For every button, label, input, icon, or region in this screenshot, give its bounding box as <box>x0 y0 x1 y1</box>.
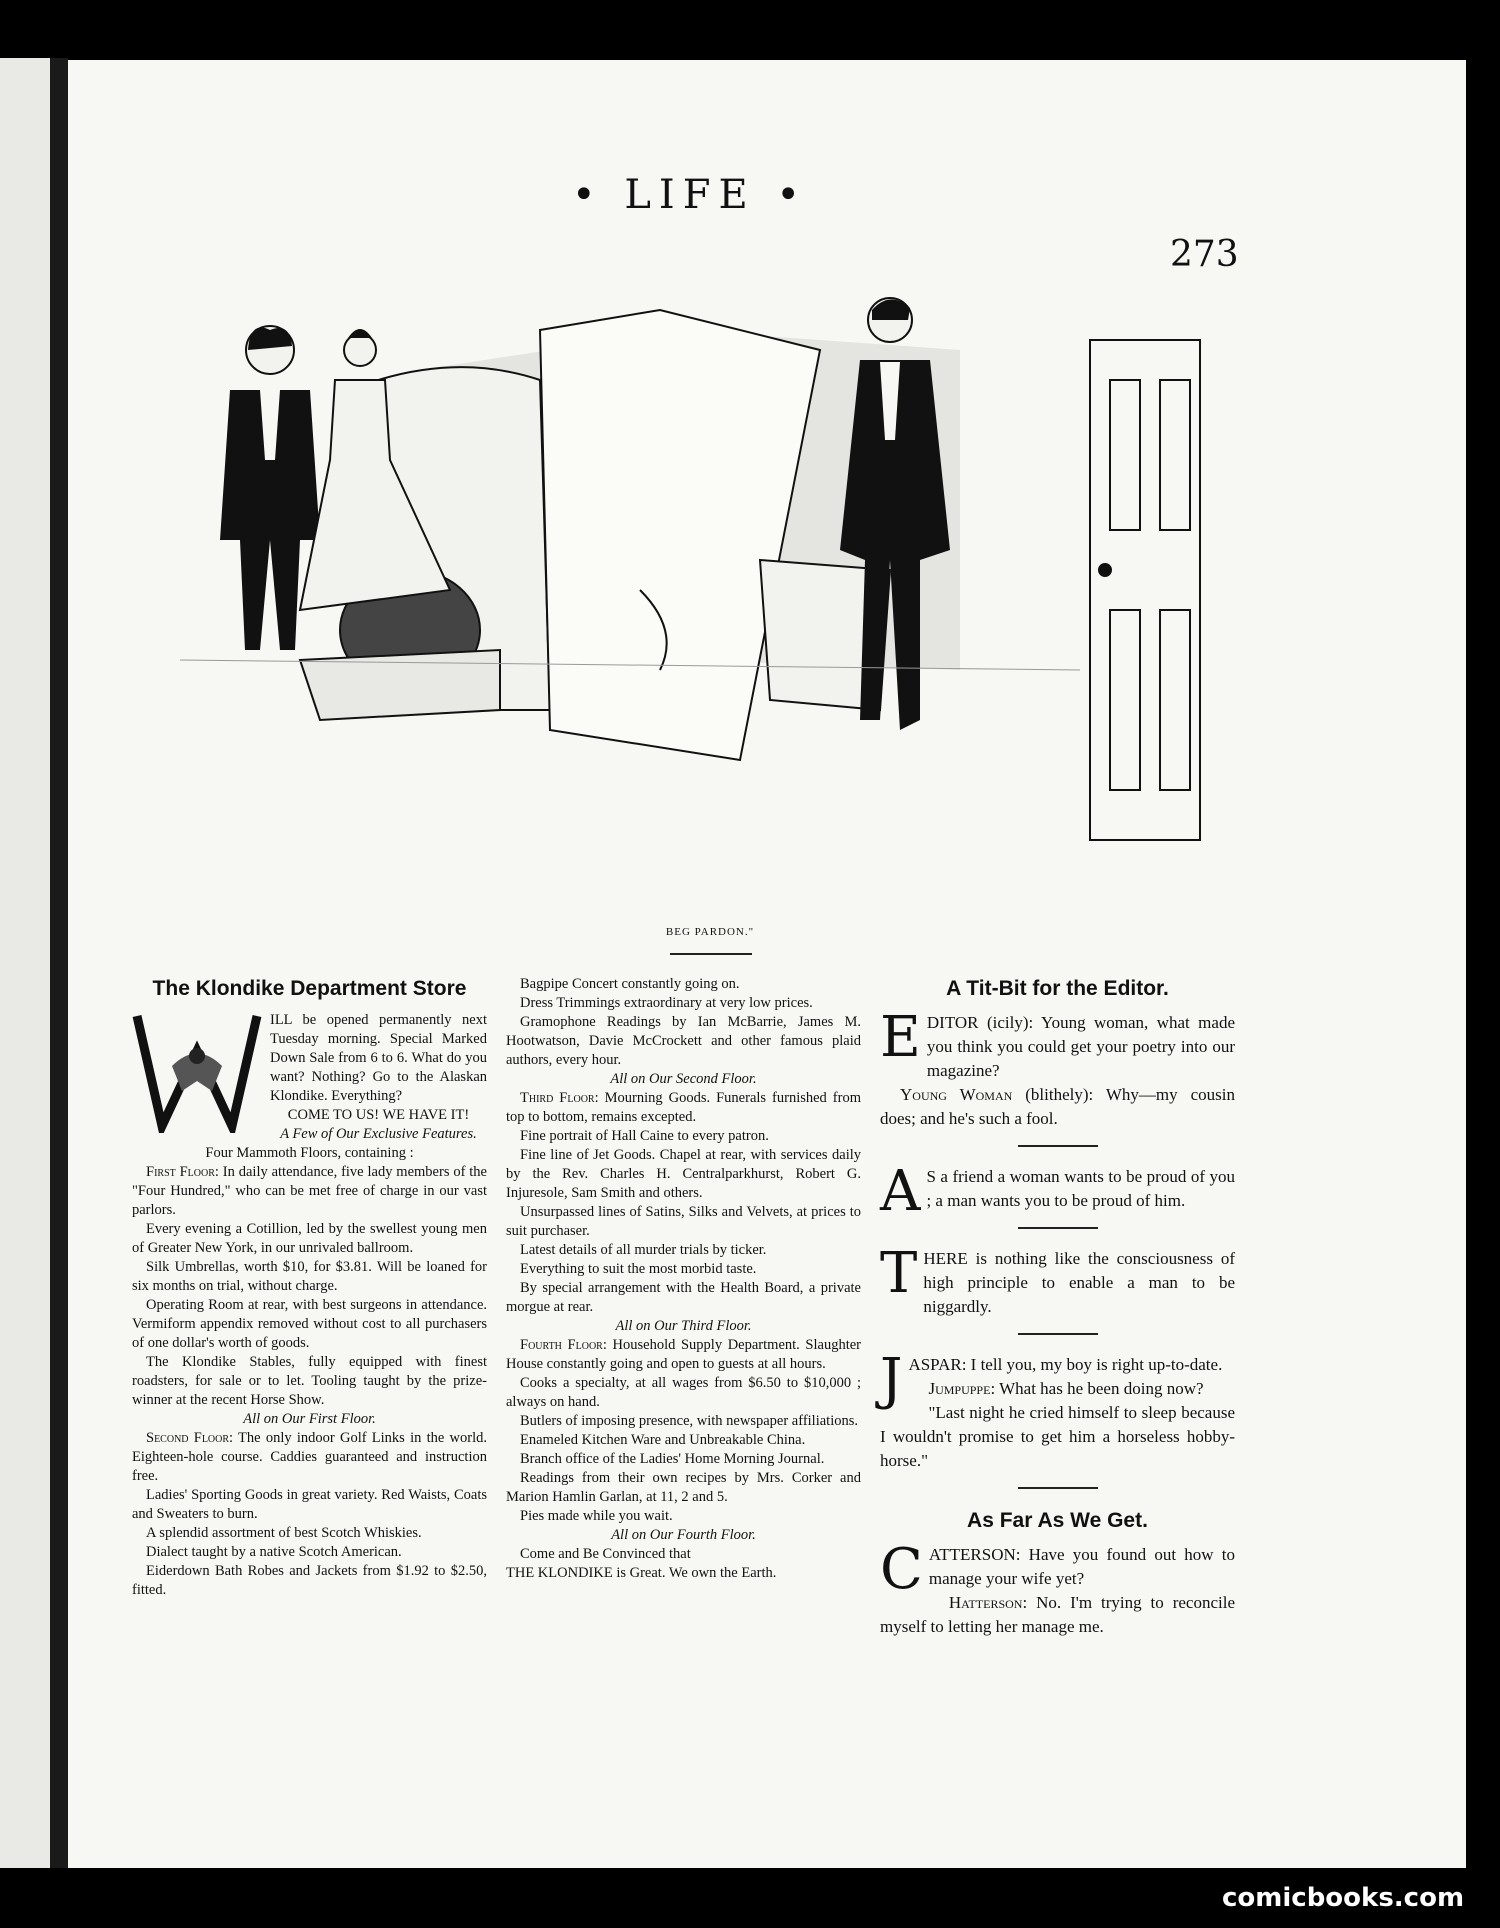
first-floor-label: First Floor <box>146 1164 215 1180</box>
gramophone-paragraph: Gramophone Readings by Ian McBarrie, James M. Hootwatson, Davie McCrockett and other famous plaid authors, every hour. <box>506 1014 861 1068</box>
hatterson-paragraph <box>880 1591 1235 1639</box>
article-title-as-far: As Far As We Get. <box>967 1509 1148 1532</box>
catterson-text: ATTERSON: Have you found out how to manage your wife yet? <box>928 1545 1235 1588</box>
branch-paragraph: Branch office of the Ladies' Home Morning Journal. <box>520 1451 825 1467</box>
decorative-initial-w-eagle <box>132 1011 262 1133</box>
second-floor-text: : The only indoor Golf Links in the world. Eighteen-hole course. Caddies guaranteed and instruction free. <box>132 1430 488 1484</box>
drop-cap-t: T <box>880 1241 918 1306</box>
editor-text: DITOR (icily): Young woman, what made you think you could get your poetry into our magazine? <box>926 1013 1235 1080</box>
portrait-paragraph: Fine portrait of Hall Caine to every patron. <box>520 1128 769 1144</box>
satins-paragraph: Unsurpassed lines of Satins, Silks and Velvets, at prices to suit purchaser. <box>506 1204 861 1239</box>
column-1 <box>132 975 487 1600</box>
drop-cap-c: C <box>880 1537 923 1602</box>
drop-cap-a: A <box>880 1159 921 1224</box>
all-fourth-floor: All on Our Fourth Floor. <box>611 1527 756 1543</box>
fourth-floor-label: Fourth Floor <box>520 1337 603 1353</box>
third-floor-text: : Mourning Goods. Funerals furnished from top to bottom, remains excepted. <box>506 1090 861 1125</box>
illustration <box>120 290 1240 910</box>
dialect-paragraph: Dialect taught by a native Scotch American. <box>146 1544 402 1560</box>
readings-paragraph: Readings from their own recipes by Mrs. Corker and Marion Hamlin Garlan, at 11, 2 and 5. <box>506 1470 861 1505</box>
drop-cap-e: E <box>880 1005 921 1070</box>
third-floor-label: Third Floor <box>520 1090 595 1106</box>
section-rule <box>1018 1145 1098 1147</box>
watermark: comicbooks.com <box>1222 1883 1465 1913</box>
illustration-caption: BEG PARDON." <box>665 926 755 938</box>
article-title-tit-bit: A Tit-Bit for the Editor. <box>946 977 1169 1000</box>
cotillion-paragraph: Every evening a Cotillion, led by the swellest young men of Greater New York, in our unrivaled ballroom. <box>132 1221 487 1256</box>
article-title-klondike: The Klondike Department Store <box>152 977 467 1000</box>
all-second-floor: All on Our Second Floor. <box>610 1071 757 1087</box>
jet-paragraph: Fine line of Jet Goods. Chapel at rear, with services daily by the Rev. Charles H. Centralparkhurst, Robert G. Injuresole, Sam Smith and others. <box>506 1147 861 1201</box>
principle-text: HERE is nothing like the consciousness of high principle to enable a man to be niggardly. <box>923 1249 1235 1316</box>
eiderdown-paragraph: Eiderdown Bath Robes and Jackets from $1.92 to $2.50, fitted. <box>132 1563 487 1598</box>
previous-page-edge <box>0 58 50 1868</box>
butlers-paragraph: Butlers of imposing presence, with newspaper affiliations. <box>520 1413 858 1429</box>
second-floor-label: Second Floor <box>146 1430 230 1446</box>
health-paragraph: By special arrangement with the Health Board, a private morgue at rear. <box>506 1280 861 1315</box>
klondike-slogan: COME TO US! WE HAVE IT! <box>287 1107 470 1123</box>
page-number: 273 <box>1170 234 1239 275</box>
hobby-horse-paragraph: "Last night he cried himself to sleep because I wouldn't promise to get him a horseless hobby-horse." <box>880 1403 1235 1470</box>
column-3 <box>880 975 1235 1639</box>
young-woman-text: (blithely): Why—my cousin does; and he's such a fool. <box>880 1085 1235 1128</box>
murder-paragraph: Latest details of all murder trials by ticker. <box>520 1242 767 1258</box>
jumpuppe-text: : What has he been doing now? <box>990 1379 1204 1398</box>
jumpuppe-paragraph <box>880 1377 1235 1401</box>
young-woman-paragraph <box>880 1083 1235 1131</box>
klondike-closing: THE KLONDIKE is Great. We own the Earth. <box>506 1565 777 1581</box>
hatterson-speaker: Hatterson <box>948 1593 1023 1612</box>
pies-paragraph: Pies made while you wait. <box>520 1508 673 1524</box>
all-third-floor: All on Our Third Floor. <box>615 1318 752 1334</box>
hatterson-text: : No. I'm trying to reconcile myself to letting her manage me. <box>880 1593 1235 1636</box>
kitchen-paragraph: Enameled Kitchen Ware and Unbreakable China. <box>520 1432 806 1448</box>
binding-gutter <box>50 58 68 1868</box>
first-floor-paragraph <box>132 1163 487 1220</box>
whiskies-paragraph: A splendid assortment of best Scotch Whiskies. <box>146 1525 422 1541</box>
jumpuppe-speaker: Jumpuppe <box>928 1379 991 1398</box>
friend-text: S a friend a woman wants to be proud of you ; a man wants you to be proud of him. <box>926 1167 1235 1210</box>
friend-paragraph <box>880 1159 1235 1224</box>
come-convinced: Come and Be Convinced that <box>520 1546 691 1562</box>
magazine-title: • LIFE • <box>572 172 808 218</box>
dress-paragraph: Dress Trimmings extraordinary at very low prices. <box>520 995 813 1011</box>
catterson-paragraph <box>880 1537 1235 1602</box>
fourth-floor-paragraph <box>506 1336 861 1374</box>
editor-paragraph <box>880 1005 1235 1083</box>
section-rule <box>1018 1487 1098 1489</box>
bagpipe-paragraph: Bagpipe Concert constantly going on. <box>520 976 740 992</box>
section-rule <box>1018 1227 1098 1229</box>
klondike-floors-intro: Four Mammoth Floors, containing : <box>205 1145 414 1161</box>
cooks-paragraph: Cooks a specialty, at all wages from $6.50 to $10,000 ; always on hand. <box>506 1375 861 1410</box>
sporting-paragraph: Ladies' Sporting Goods in great variety. Red Waists, Coats and Sweaters to burn. <box>132 1487 487 1522</box>
section-rule <box>1018 1333 1098 1335</box>
klondike-features-heading: A Few of Our Exclusive Features. <box>280 1126 477 1142</box>
klondike-intro: ILL be opened permanently next Tuesday morning. Special Marked Down Sale from 6 to 6. What do you want? Nothing? Go to the Alaskan Klondike. Everything? <box>270 1012 487 1104</box>
umbrellas-paragraph: Silk Umbrellas, worth $10, for $3.81. Will be loaned for six months on trial, without charge. <box>132 1259 487 1294</box>
stables-paragraph: The Klondike Stables, fully equipped with finest roadsters, for sale or to let. Tooling taught by the prize-winner at the recent Horse Show. <box>132 1354 487 1408</box>
principle-paragraph <box>880 1241 1235 1319</box>
caption-rule <box>670 953 752 955</box>
second-floor-paragraph <box>132 1429 487 1486</box>
column-2 <box>506 975 861 1583</box>
third-floor-paragraph <box>506 1089 861 1127</box>
fourth-floor-text: : Household Supply Department. Slaughter House constantly going and open to guests at all hours. <box>506 1337 861 1372</box>
young-woman-speaker: Young Woman <box>900 1085 1013 1104</box>
first-floor-text: : In daily attendance, five lady members of the "Four Hundred," who can be met free of charge in our vast parlors. <box>132 1164 487 1218</box>
jaspar-text: ASPAR: I tell you, my boy is right up-to-date. <box>908 1355 1223 1374</box>
morbid-paragraph: Everything to suit the most morbid taste. <box>520 1261 757 1277</box>
drop-cap-j: J <box>880 1347 903 1412</box>
all-first-floor: All on Our First Floor. <box>243 1411 376 1427</box>
operating-paragraph: Operating Room at rear, with best surgeons in attendance. Vermiform appendix removed without cost to all purchasers of one dollar's worth of goods. <box>132 1297 487 1351</box>
